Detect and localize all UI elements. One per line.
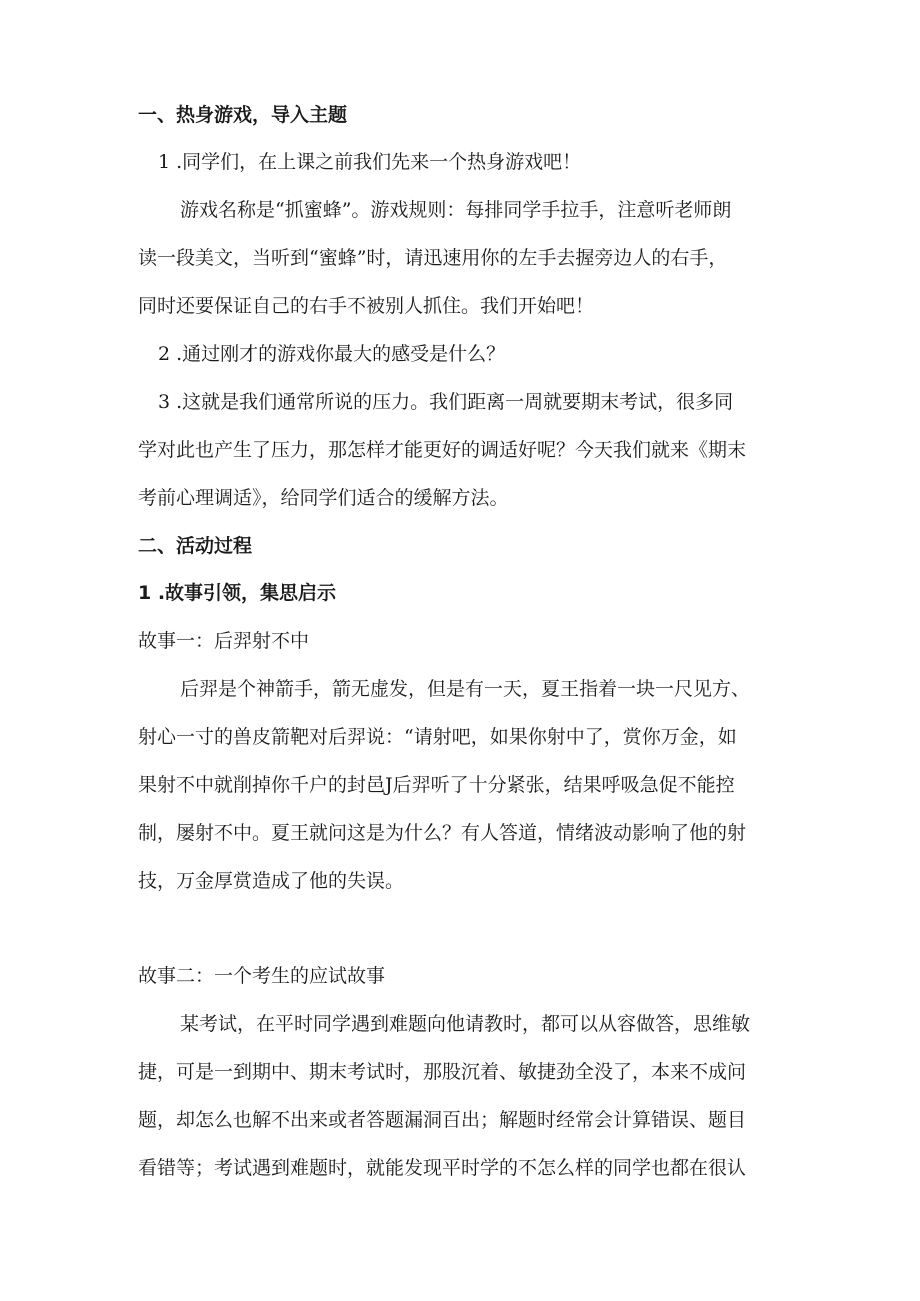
section1-item-2: 2 .通过刚才的游戏你最大的感受是什么？ — [158, 343, 506, 365]
section1-item-3-line: 3 .这就是我们通常所说的压力。我们距离一周就要期末考试，很多同 — [158, 391, 734, 413]
section1-para-line: 同时还要保证自己的右手不被别人抓住。我们开始吧！ — [138, 295, 595, 317]
section1-item-3-line: 考前心理调适》，给同学们适合的缓解方法。 — [138, 487, 509, 509]
story1-title: 故事一：后羿射不中 — [138, 630, 310, 652]
section2-heading: 二、活动过程 — [138, 535, 253, 557]
section1-para-line: 游戏名称是“抓蜜蜂”。游戏规则：每排同学手拉手，注意听老师朗 — [180, 199, 732, 221]
section1-item-1: 1 .同学们，在上课之前我们先来一个热身游戏吧！ — [158, 151, 582, 173]
story1-line: 制，屡射不中。夏王就问这是为什么？有人答道，情绪波动影响了他的射 — [138, 822, 747, 844]
story2-line: 题，却怎么也解不出来或者答题漏洞百出；解题时经常会计算错误、题目 — [138, 1109, 747, 1131]
story1-line: 技，万金厚赏造成了他的失误。 — [138, 870, 405, 892]
story2-line: 捷，可是一到期中、期末考试时，那股沉着、敏捷劲全没了，本来不成问 — [138, 1061, 747, 1083]
section1-para-line: 读一段美文，当听到“蜜蜂”时，请迅速用你的左手去握旁边人的右手， — [138, 247, 728, 269]
story2-line: 某考试，在平时同学遇到难题向他请教时，都可以从容做答，思维敏 — [180, 1013, 751, 1035]
story2-title: 故事二：一个考生的应试故事 — [138, 965, 386, 987]
section1-heading: 一、热身游戏，导入主题 — [138, 104, 348, 126]
story1-line: 射心一寸的兽皮箭靶对后羿说：“请射吧，如果你射中了，赏你万金，如 — [138, 726, 737, 748]
section2-subheading: 1 .故事引领，集思启示 — [138, 582, 337, 604]
story1-line: 果射不中就削掉你千户的封邑J后羿听了十分紧张，结果呼吸急促不能控 — [138, 774, 735, 796]
story2-line: 看错等；考试遇到难题时，就能发现平时学的不怎么样的同学也都在很认 — [138, 1157, 747, 1179]
section1-item-3-line: 学对此也产生了压力，那怎样才能更好的调适好呢？今天我们就来《期末 — [138, 439, 747, 461]
story1-line: 后羿是个神箭手，箭无虚发，但是有一天，夏王指着一块一尺见方、 — [180, 678, 751, 700]
